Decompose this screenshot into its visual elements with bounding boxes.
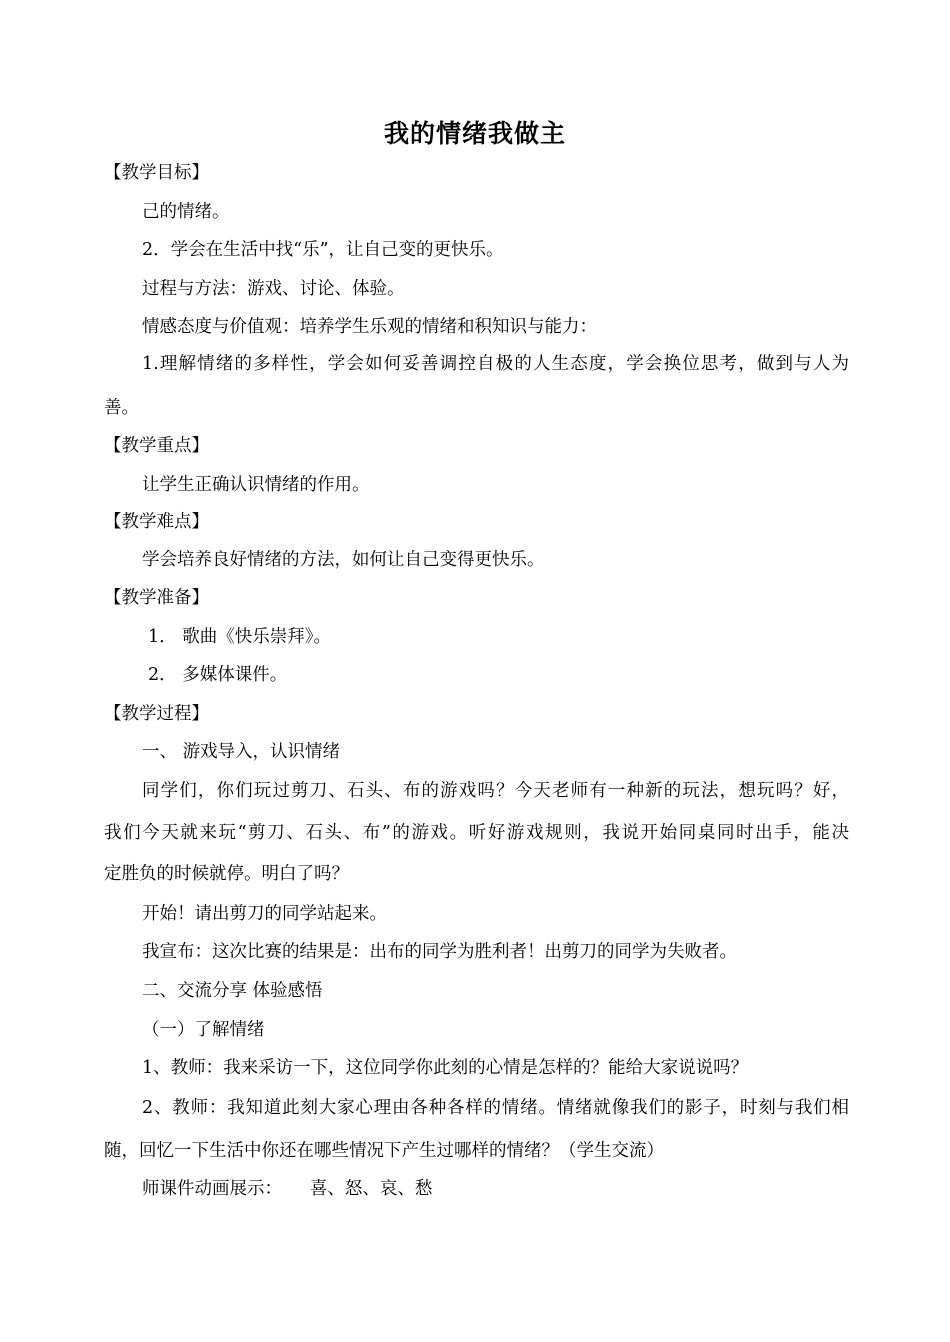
step-2-subtitle: （一）了解情绪 <box>142 1020 265 1040</box>
step-1-paragraph-1a: 同学们，你们玩过剪刀、石头、布的游戏吗？今天老师有一种新的玩法，想玩吗？好， <box>142 781 849 801</box>
step-2-paragraph-2a: 2、教师：我知道此刻大家心理由各种各样的情绪。情绪就像我们的影子，时刻与我们相 <box>142 1098 849 1118</box>
step-2-title: 二、交流分享 体验感悟 <box>142 981 323 1001</box>
step-1-paragraph-1b: 我们今天就来玩“剪刀、石头、布”的游戏。听好游戏规则，我说开始同桌同时出手，能决 <box>104 823 849 843</box>
step-1-paragraph-3: 我宣布：这次比赛的结果是：出布的同学为胜利者！出剪刀的同学为失败者。 <box>142 942 737 962</box>
process-heading: 【教学过程】 <box>104 704 209 724</box>
difficult-heading: 【教学难点】 <box>104 512 209 532</box>
goal-line-1: 己的情绪。 <box>142 202 230 222</box>
page-title: 我的情绪我做主 <box>383 119 566 148</box>
step-2-paragraph-3: 师课件动画展示： 喜、怒、哀、愁 <box>142 1179 433 1199</box>
prep-item-1: 1． 歌曲《快乐崇拜》。 <box>148 627 331 647</box>
key-text: 让学生正确认识情绪的作用。 <box>142 475 370 495</box>
prep-item-2: 2． 多媒体课件。 <box>148 665 288 685</box>
prep-heading: 【教学准备】 <box>104 588 209 608</box>
goal-line-3: 过程与方法：游戏、讨论、体验。 <box>142 279 405 299</box>
goal-line-2: 2．学会在生活中找“乐”，让自己变的更快乐。 <box>142 240 504 260</box>
step-1-paragraph-1c: 定胜负的时候就停。明白了吗？ <box>104 864 349 884</box>
goals-heading: 【教学目标】 <box>104 163 209 183</box>
difficult-text: 学会培养良好情绪的方法，如何让自己变得更快乐。 <box>142 550 545 570</box>
step-1-title: 一、 游戏导入，认识情绪 <box>142 742 341 762</box>
step-2-paragraph-1: 1、教师：我来采访一下，这位同学你此刻的心情是怎样的？能给大家说说吗？ <box>142 1058 749 1078</box>
key-heading: 【教学重点】 <box>104 436 209 456</box>
step-2-paragraph-2b: 随，回忆一下生活中你还在哪些情况下产生过哪样的情绪？（学生交流） <box>104 1141 664 1161</box>
step-1-paragraph-2: 开始！请出剪刀的同学站起来。 <box>142 904 387 924</box>
goal-line-5a: 1.理解情绪的多样性，学会如何妥善调控自极的人生态度，学会换位思考，做到与人为 <box>142 354 849 374</box>
goal-line-5b: 善。 <box>104 398 139 418</box>
goal-line-4: 情感态度与价值观：培养学生乐观的情绪和积知识与能力： <box>142 317 597 337</box>
